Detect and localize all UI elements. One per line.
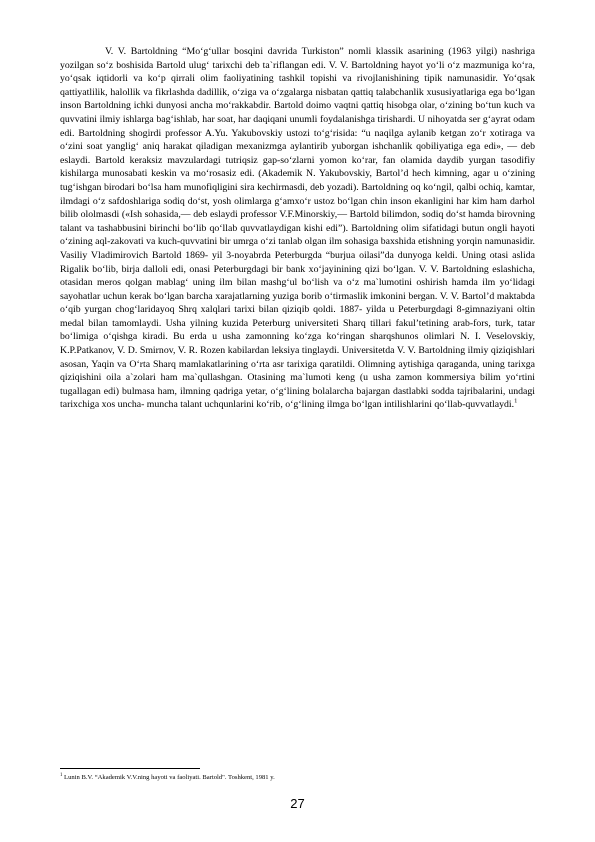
footnote-separator	[60, 768, 200, 769]
footnote	[60, 774, 535, 782]
body-paragraph	[60, 45, 535, 412]
footnote-text: Lunin B.V. “Akademik V.V.ning hayoti va faoliyati. Bartold". Toshkent, 1981 y.	[62, 774, 275, 781]
footnote-marker: 1	[60, 772, 63, 778]
page-number: 27	[290, 796, 305, 811]
paragraph-text: V. V. Bartoldning “Mo‘g‘ullar bosqini davrida Turkiston” nomli klassik asarining (1963 yilgi) nashriga yozilgan so‘z boshisida Bartold ulug‘ tarixchi deb ta`riflangan edi. V. V. Bartoldning hayot yo‘li o‘z mazmuniga ko‘ra, yo‘qsak iqtidorli va ko‘p qirrali olim faoliyatining tashkil topishi va rivojlanishining tipik namunasidir. Yo‘qsak qattiyatlilik, halollik va fikrlashda dadillik, o‘ziga va o‘zgalarga nisbatan qattiq talabchanlik xususiyatlariga ega bo‘lgan inson Bartoldning ichki dunyosi ancha mo‘rakkabdir. Bartold doimo vaqtni qattiq hisobga olar, o‘zining bo‘tun kuch va quvvatini ilmiy ishlarga bag‘ishlab, har soat, har daqiqani unumli foydalanishga tirishardi. U nihoyatda ser g‘ayrat odam edi. Bartoldning shogirdi professor A.Yu. Yakubovskiy ustozi to‘g‘risida: “u naqilga aylanib ketgan zo‘r xotiraga va o‘zini soat yanglig‘ aniq harakat qiladigan mexanizmga aylantirib yuborgan ishchanlik qobiliyatiga ega edi», — deb eslaydi. Bartold keraksiz mavzulardagi tutriqsiz gap-so‘zlarni yomon ko‘rar, fan olamida daydib yurgan tasodifiy kishilarga munosabati keskin va mo‘rosasiz edi. (Akademik N. Yakubovskiy, Bartol’d hech kimning, agar u o‘zining tug‘ishgan birodari bo‘lsa ham munofiqligini sira kechirmasdi, deb yozadi). Bartoldning oq ko‘ngil, qalbi ochiq, kamtar, ilmdagi o‘z safdoshlariga sodiq do‘st, yosh olimlarga g‘amxo‘r ustoz bo‘lgan chin inson ekanligini har kim ham darhol bilib ololmasdi («Ish sohasida,— deb eslaydi professor V.F.Minorskiy,— Bartold bilimdon, sodiq do‘st hamda birovning talant va tashabbusini birinchi bo‘lib qo‘llab quvvatlaydigan kishi edi”). Bartoldning olim sifatidagi butun ongli hayoti o‘zining aql-zakovati va kuch-quvvatini bir umrga o‘zi tanlab olgan ilm sohasiga baxshida etishning yorqin namunasidir. Vasiliy Vladimirovich Bartold 1869- yil 3-noyabrda Peterburgda “burjua oilasi”da dunyoga keldi. Uning otasi aslida Rigalik bo‘lib, birja dalloli edi, onasi Peterburgdagi bir bank xo‘jayinining qizi bo‘lgan. V. V. Bartoldning eslashicha, otasidan meros qolgan mablag‘ uning ilm bilan mashg‘ul bo‘lish va o‘z ma`lumotini oshirish hamda ilm yo‘lidagi sayohatlar uchun kerak bo‘lgan barcha xarajatlarning yuziga borib o‘tirmaslik imkonini bergan. V. V. Bartol’d maktabda o‘qib yurgan chog‘laridayoq Shrq xalqlari tarixi bilan qiziqib qoldi. 1887- yilda u Peterburgdagi 8-gimnaziyani oltin medal bilan tamomlaydi. Usha yilning kuzida Peterburg universiteti Sharq tillari fakul’tetining arab-fors, turk, tatar bo‘limiga o‘qishga kiradi. Bu erda u usha zamonning ko‘zga ko‘ringan sharqshunos olimlari N. I. Veselovskiy, K.P.Patkanov, V. D. Smirnov, V. R. Rozen kabilardan leksiya tinglaydi. Universitetda V. V. Bartoldning ilmiy qiziqishlari asosan, Yaqin va O‘rta Sharq mamlakatlarining o‘rta asr tarixiga qaratildi. Olimning aytishiga qaraganda, uning tarixga qiziqishini oila a`zolari ham ma`qullashgan. Otasining ma`lumoti keng (u usha zamon kommersiya bilim yo‘rtini tugallagan edi) bulmasa ham, ilmning qadriga yetar, o‘g‘lining bolalarcha bajargan dastlabki sodda tajribalarini, undagi tarixchiga xos uncha- muncha talant uchqunlarini ko‘rib, o‘g‘lining ilmga bo‘lgan intilishlarini qo‘llab-quvvatlaydi.	[60, 46, 535, 411]
footnote-reference: 1	[514, 398, 518, 406]
